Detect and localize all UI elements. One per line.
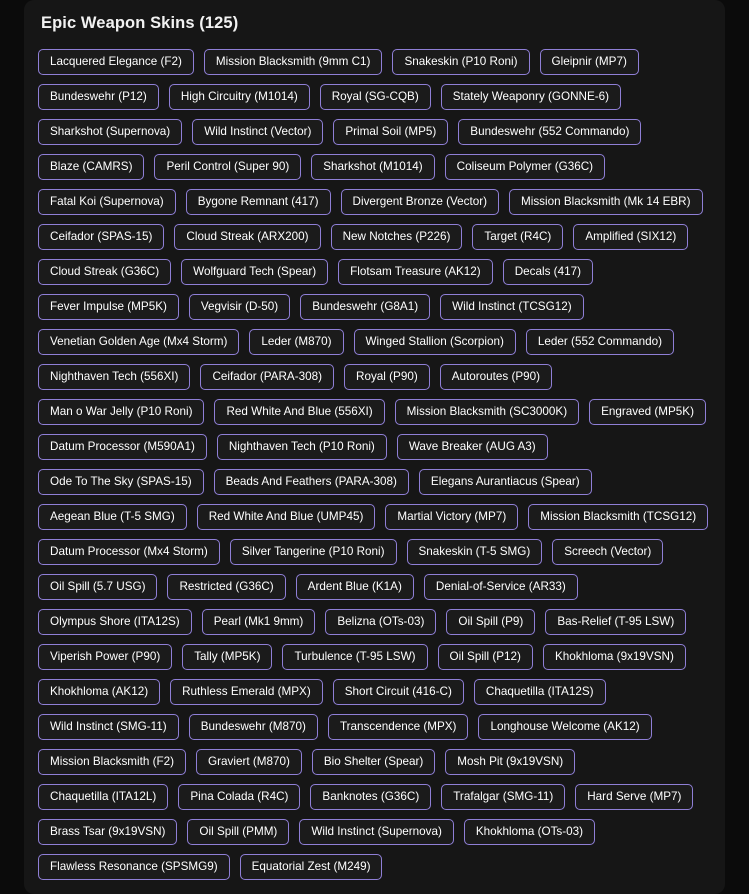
skin-tag[interactable]: Leder (M870): [249, 329, 343, 355]
skin-tag[interactable]: Screech (Vector): [552, 539, 663, 565]
skin-tag[interactable]: Royal (SG-CQB): [320, 84, 431, 110]
skin-tag[interactable]: Hard Serve (MP7): [575, 784, 693, 810]
skin-tag[interactable]: High Circuitry (M1014): [169, 84, 310, 110]
skin-tag[interactable]: Bundeswehr (P12): [38, 84, 159, 110]
skin-tag[interactable]: Wild Instinct (Supernova): [299, 819, 454, 845]
skin-tag[interactable]: Khokhloma (OTs-03): [464, 819, 595, 845]
skin-tag[interactable]: Autoroutes (P90): [440, 364, 552, 390]
skin-tag[interactable]: Wave Breaker (AUG A3): [397, 434, 548, 460]
skin-tag[interactable]: Ode To The Sky (SPAS-15): [38, 469, 204, 495]
skin-tag[interactable]: Chaquetilla (ITA12L): [38, 784, 168, 810]
skin-tag[interactable]: Ardent Blue (K1A): [296, 574, 414, 600]
skin-tag[interactable]: Stately Weaponry (GONNE-6): [441, 84, 621, 110]
skin-tag[interactable]: Venetian Golden Age (Mx4 Storm): [38, 329, 239, 355]
skin-tag[interactable]: Mission Blacksmith (Mk 14 EBR): [509, 189, 703, 215]
skin-tag[interactable]: Royal (P90): [344, 364, 430, 390]
skin-tag[interactable]: Bundeswehr (552 Commando): [458, 119, 641, 145]
skin-tag[interactable]: Datum Processor (Mx4 Storm): [38, 539, 220, 565]
skin-tag[interactable]: Oil Spill (PMM): [187, 819, 289, 845]
epic-weapon-skins-panel: [24, 0, 725, 894]
skin-tag[interactable]: Winged Stallion (Scorpion): [354, 329, 516, 355]
skin-tag[interactable]: Equatorial Zest (M249): [240, 854, 383, 880]
skin-tag[interactable]: Turbulence (T-95 LSW): [282, 644, 427, 670]
skin-tag[interactable]: Transcendence (MPX): [328, 714, 469, 740]
skin-tag[interactable]: Silver Tangerine (P10 Roni): [230, 539, 397, 565]
skin-tag[interactable]: Trafalgar (SMG-11): [441, 784, 565, 810]
skin-tag[interactable]: Olympus Shore (ITA12S): [38, 609, 192, 635]
skin-tag-list: [24, 33, 725, 894]
skin-tag[interactable]: Elegans Aurantiacus (Spear): [419, 469, 592, 495]
skin-tag[interactable]: Nighthaven Tech (556XI): [38, 364, 190, 390]
skin-tag[interactable]: Mission Blacksmith (SC3000K): [395, 399, 579, 425]
skin-tag[interactable]: Short Circuit (416-C): [333, 679, 464, 705]
skin-tag[interactable]: Wild Instinct (SMG-11): [38, 714, 179, 740]
skin-tag[interactable]: Viperish Power (P90): [38, 644, 172, 670]
skin-tag[interactable]: Denial-of-Service (AR33): [424, 574, 578, 600]
skin-tag[interactable]: Blaze (CAMRS): [38, 154, 144, 180]
skin-tag[interactable]: Aegean Blue (T-5 SMG): [38, 504, 187, 530]
skin-tag[interactable]: Lacquered Elegance (F2): [38, 49, 194, 75]
skin-tag[interactable]: Target (R4C): [472, 224, 563, 250]
skin-tag[interactable]: Datum Processor (M590A1): [38, 434, 207, 460]
skin-tag[interactable]: Bundeswehr (G8A1): [300, 294, 430, 320]
skin-tag[interactable]: Snakeskin (T-5 SMG): [407, 539, 543, 565]
skin-tag[interactable]: Nighthaven Tech (P10 Roni): [217, 434, 387, 460]
skin-tag[interactable]: Ruthless Emerald (MPX): [170, 679, 323, 705]
skin-tag[interactable]: Wild Instinct (TCSG12): [440, 294, 584, 320]
skin-tag[interactable]: Vegvisir (D-50): [189, 294, 290, 320]
skin-tag[interactable]: Flotsam Treasure (AK12): [338, 259, 493, 285]
skin-tag[interactable]: Gleipnir (MP7): [540, 49, 639, 75]
skin-tag[interactable]: Bygone Remnant (417): [186, 189, 331, 215]
skin-tag[interactable]: Beads And Feathers (PARA-308): [214, 469, 409, 495]
skin-tag[interactable]: Cloud Streak (ARX200): [174, 224, 320, 250]
skin-tag[interactable]: Oil Spill (P9): [446, 609, 535, 635]
skin-tag[interactable]: Pina Colada (R4C): [178, 784, 300, 810]
page-title: Epic Weapon Skins (125): [41, 14, 239, 32]
skin-tag[interactable]: Oil Spill (5.7 USG): [38, 574, 157, 600]
skin-tag[interactable]: Flawless Resonance (SPSMG9): [38, 854, 230, 880]
skin-tag[interactable]: Pearl (Mk1 9mm): [202, 609, 316, 635]
skin-tag[interactable]: Amplified (SIX12): [573, 224, 688, 250]
skin-tag[interactable]: Ceifador (PARA-308): [200, 364, 334, 390]
skin-tag[interactable]: Bio Shelter (Spear): [312, 749, 435, 775]
skin-tag[interactable]: Bas-Relief (T-95 LSW): [545, 609, 686, 635]
skin-tag[interactable]: Wild Instinct (Vector): [192, 119, 323, 145]
skin-tag[interactable]: Khokhloma (AK12): [38, 679, 160, 705]
skin-tag[interactable]: Primal Soil (MP5): [333, 119, 448, 145]
skin-tag[interactable]: Sharkshot (M1014): [311, 154, 434, 180]
skin-tag[interactable]: Mosh Pit (9x19VSN): [445, 749, 575, 775]
skin-tag[interactable]: Fatal Koi (Supernova): [38, 189, 176, 215]
skin-tag[interactable]: Khokhloma (9x19VSN): [543, 644, 686, 670]
skin-tag[interactable]: Cloud Streak (G36C): [38, 259, 171, 285]
skin-tag[interactable]: Oil Spill (P12): [438, 644, 533, 670]
skin-tag[interactable]: Leder (552 Commando): [526, 329, 674, 355]
skin-tag[interactable]: Mission Blacksmith (F2): [38, 749, 186, 775]
skin-tag[interactable]: Chaquetilla (ITA12S): [474, 679, 606, 705]
skin-tag[interactable]: New Notches (P226): [331, 224, 463, 250]
skin-tag[interactable]: Brass Tsar (9x19VSN): [38, 819, 177, 845]
skin-tag[interactable]: Peril Control (Super 90): [154, 154, 301, 180]
skin-tag[interactable]: Engraved (MP5K): [589, 399, 706, 425]
skin-tag[interactable]: Fever Impulse (MP5K): [38, 294, 179, 320]
skin-tag[interactable]: Decals (417): [503, 259, 593, 285]
skin-tag[interactable]: Martial Victory (MP7): [385, 504, 518, 530]
skin-tag[interactable]: Mission Blacksmith (TCSG12): [528, 504, 708, 530]
skin-tag[interactable]: Coliseum Polymer (G36C): [445, 154, 605, 180]
skin-tag[interactable]: Ceifador (SPAS-15): [38, 224, 164, 250]
skin-tag[interactable]: Snakeskin (P10 Roni): [392, 49, 529, 75]
skin-tag[interactable]: Longhouse Welcome (AK12): [478, 714, 651, 740]
skin-tag[interactable]: Graviert (M870): [196, 749, 302, 775]
skin-tag[interactable]: Red White And Blue (556XI): [214, 399, 384, 425]
skin-tag[interactable]: Man o War Jelly (P10 Roni): [38, 399, 204, 425]
skin-tag[interactable]: Sharkshot (Supernova): [38, 119, 182, 145]
skin-tag[interactable]: Belizna (OTs-03): [325, 609, 436, 635]
skin-tag[interactable]: Banknotes (G36C): [310, 784, 431, 810]
skin-tag[interactable]: Divergent Bronze (Vector): [341, 189, 499, 215]
skin-tag[interactable]: Tally (MP5K): [182, 644, 272, 670]
skin-tag[interactable]: Bundeswehr (M870): [189, 714, 318, 740]
skin-tag[interactable]: Wolfguard Tech (Spear): [181, 259, 328, 285]
skin-tag[interactable]: Mission Blacksmith (9mm C1): [204, 49, 383, 75]
skin-tag[interactable]: Restricted (G36C): [167, 574, 285, 600]
skin-tag[interactable]: Red White And Blue (UMP45): [197, 504, 376, 530]
